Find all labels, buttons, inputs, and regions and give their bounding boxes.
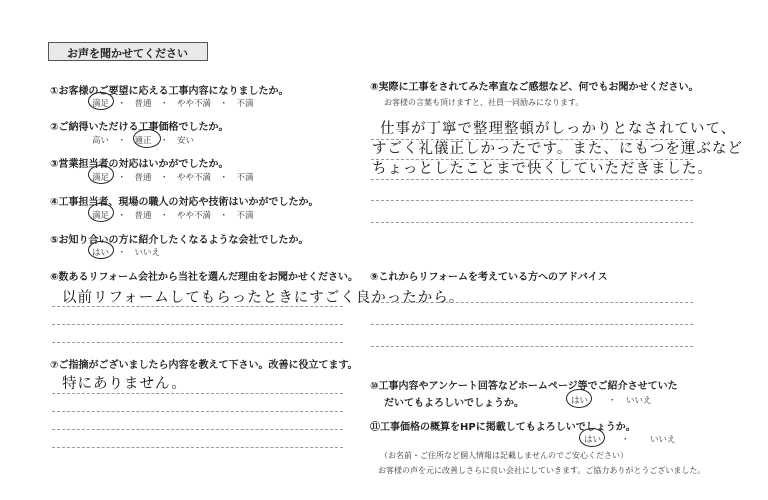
q7-answer-line xyxy=(52,411,343,412)
q4-question: ④工事担当者、現場の職人の対応や技術はいかがでしたか。 xyxy=(50,197,319,208)
q10-yes-option: はい xyxy=(571,396,589,406)
q8-answer-line-1: 仕事が丁寧で整理整頓がしっかりとなされていて、 xyxy=(380,121,737,137)
q6-question: ⑥数あるリフォーム会社から当社を選んだ理由をお聞かせください。 xyxy=(50,272,358,283)
q4-options: 満足 ・ 普通 ・ やや不満 ・ 不満 xyxy=(92,211,254,221)
q10-question-line-2: だいてもよろしいでしょうか。 xyxy=(384,398,524,409)
q8-answer-line-2: すごく礼儀正しかったです。また、にもつを運ぶなど xyxy=(372,141,743,157)
q11-separator: ・ xyxy=(621,435,630,445)
q6-answer: 以前リフォームしてもらったときにすごく良かったから。 xyxy=(62,290,465,306)
q6-answer-line xyxy=(52,306,343,307)
q8-answer-line-3: ちょっとしたことまで快くしていただきました。 xyxy=(372,161,713,177)
q7-answer: 特にありません。 xyxy=(62,376,187,392)
q5-options: はい ・ いいえ xyxy=(92,248,161,258)
q5-selected-mark xyxy=(88,241,114,259)
section-header xyxy=(48,42,208,61)
q11-selected-mark xyxy=(579,428,605,447)
q1-question: ①お客様のご要望に応える工事内容になりましたか。 xyxy=(50,86,289,97)
q1-selected-mark xyxy=(88,92,114,110)
q7-question: ⑦ご指摘がございましたら内容を教えて下さい。改善に役立てます。 xyxy=(50,360,358,371)
q8-answer-line xyxy=(371,179,693,180)
q11-no-option: いいえ xyxy=(650,435,676,445)
q8-answer-line xyxy=(371,200,693,201)
q4-selected-mark xyxy=(88,203,114,222)
q9-question: ⑨これからリフォームを考えている方へのアドバイス xyxy=(370,272,608,283)
q11-yes-option: はい xyxy=(584,435,602,445)
q7-answer-line xyxy=(52,429,343,430)
q10-question-line-1: ⑩工事内容やアンケート回答などホームページ等でご紹介させていた xyxy=(370,381,678,392)
q8-answer-line xyxy=(371,222,693,223)
q5-question: ⑤お知り合いの方に紹介したくなるような会社でしたか。 xyxy=(50,235,309,246)
q8-question: ⑧実際に工事をされてみた率直なご感想など、何でもお聞かせください。 xyxy=(370,82,699,93)
q9-answer-line xyxy=(371,302,693,303)
q10-no-option: いいえ xyxy=(626,396,652,406)
q11-question: ⑪工事価格の概算をHPに掲載してもよろしいでしょうか。 xyxy=(370,422,636,433)
q2-question: ②ご納得いただける工事価格でしたか。 xyxy=(50,122,229,133)
q3-options: 満足 ・ 普通 ・ やや不満 ・ 不満 xyxy=(92,173,254,183)
q8-note: お客様の言葉も頂けますと、社員一同励みになります。 xyxy=(384,98,584,107)
q2-selected-mark xyxy=(133,129,161,148)
q10-selected-mark xyxy=(566,389,592,408)
q3-question: ③営業担当者の対応はいかがでしたか。 xyxy=(50,159,229,170)
q10-separator: ・ xyxy=(608,396,617,406)
q9-answer-line xyxy=(371,324,693,325)
q7-answer-line xyxy=(52,447,343,448)
q7-answer-line xyxy=(52,393,343,394)
q3-selected-mark xyxy=(88,165,114,184)
q2-options: 高い ・ 適正 ・ 安い xyxy=(92,136,195,146)
q6-answer-line xyxy=(52,324,343,325)
section-title: お声を聞かせてください xyxy=(67,47,188,60)
q11-privacy-note: （お名前・ご住所など個人情報は記載しませんのでご安心ください） xyxy=(380,451,628,460)
q6-answer-line xyxy=(52,342,343,343)
q1-options: 満足 ・ 普通 ・ やや不満 ・ 不満 xyxy=(92,99,254,109)
q9-answer-line xyxy=(371,346,693,347)
footer-thanks: お客様の声を元に改善しさらに良い会社にしていきます。ご協力ありがとうございました。 xyxy=(378,466,706,475)
